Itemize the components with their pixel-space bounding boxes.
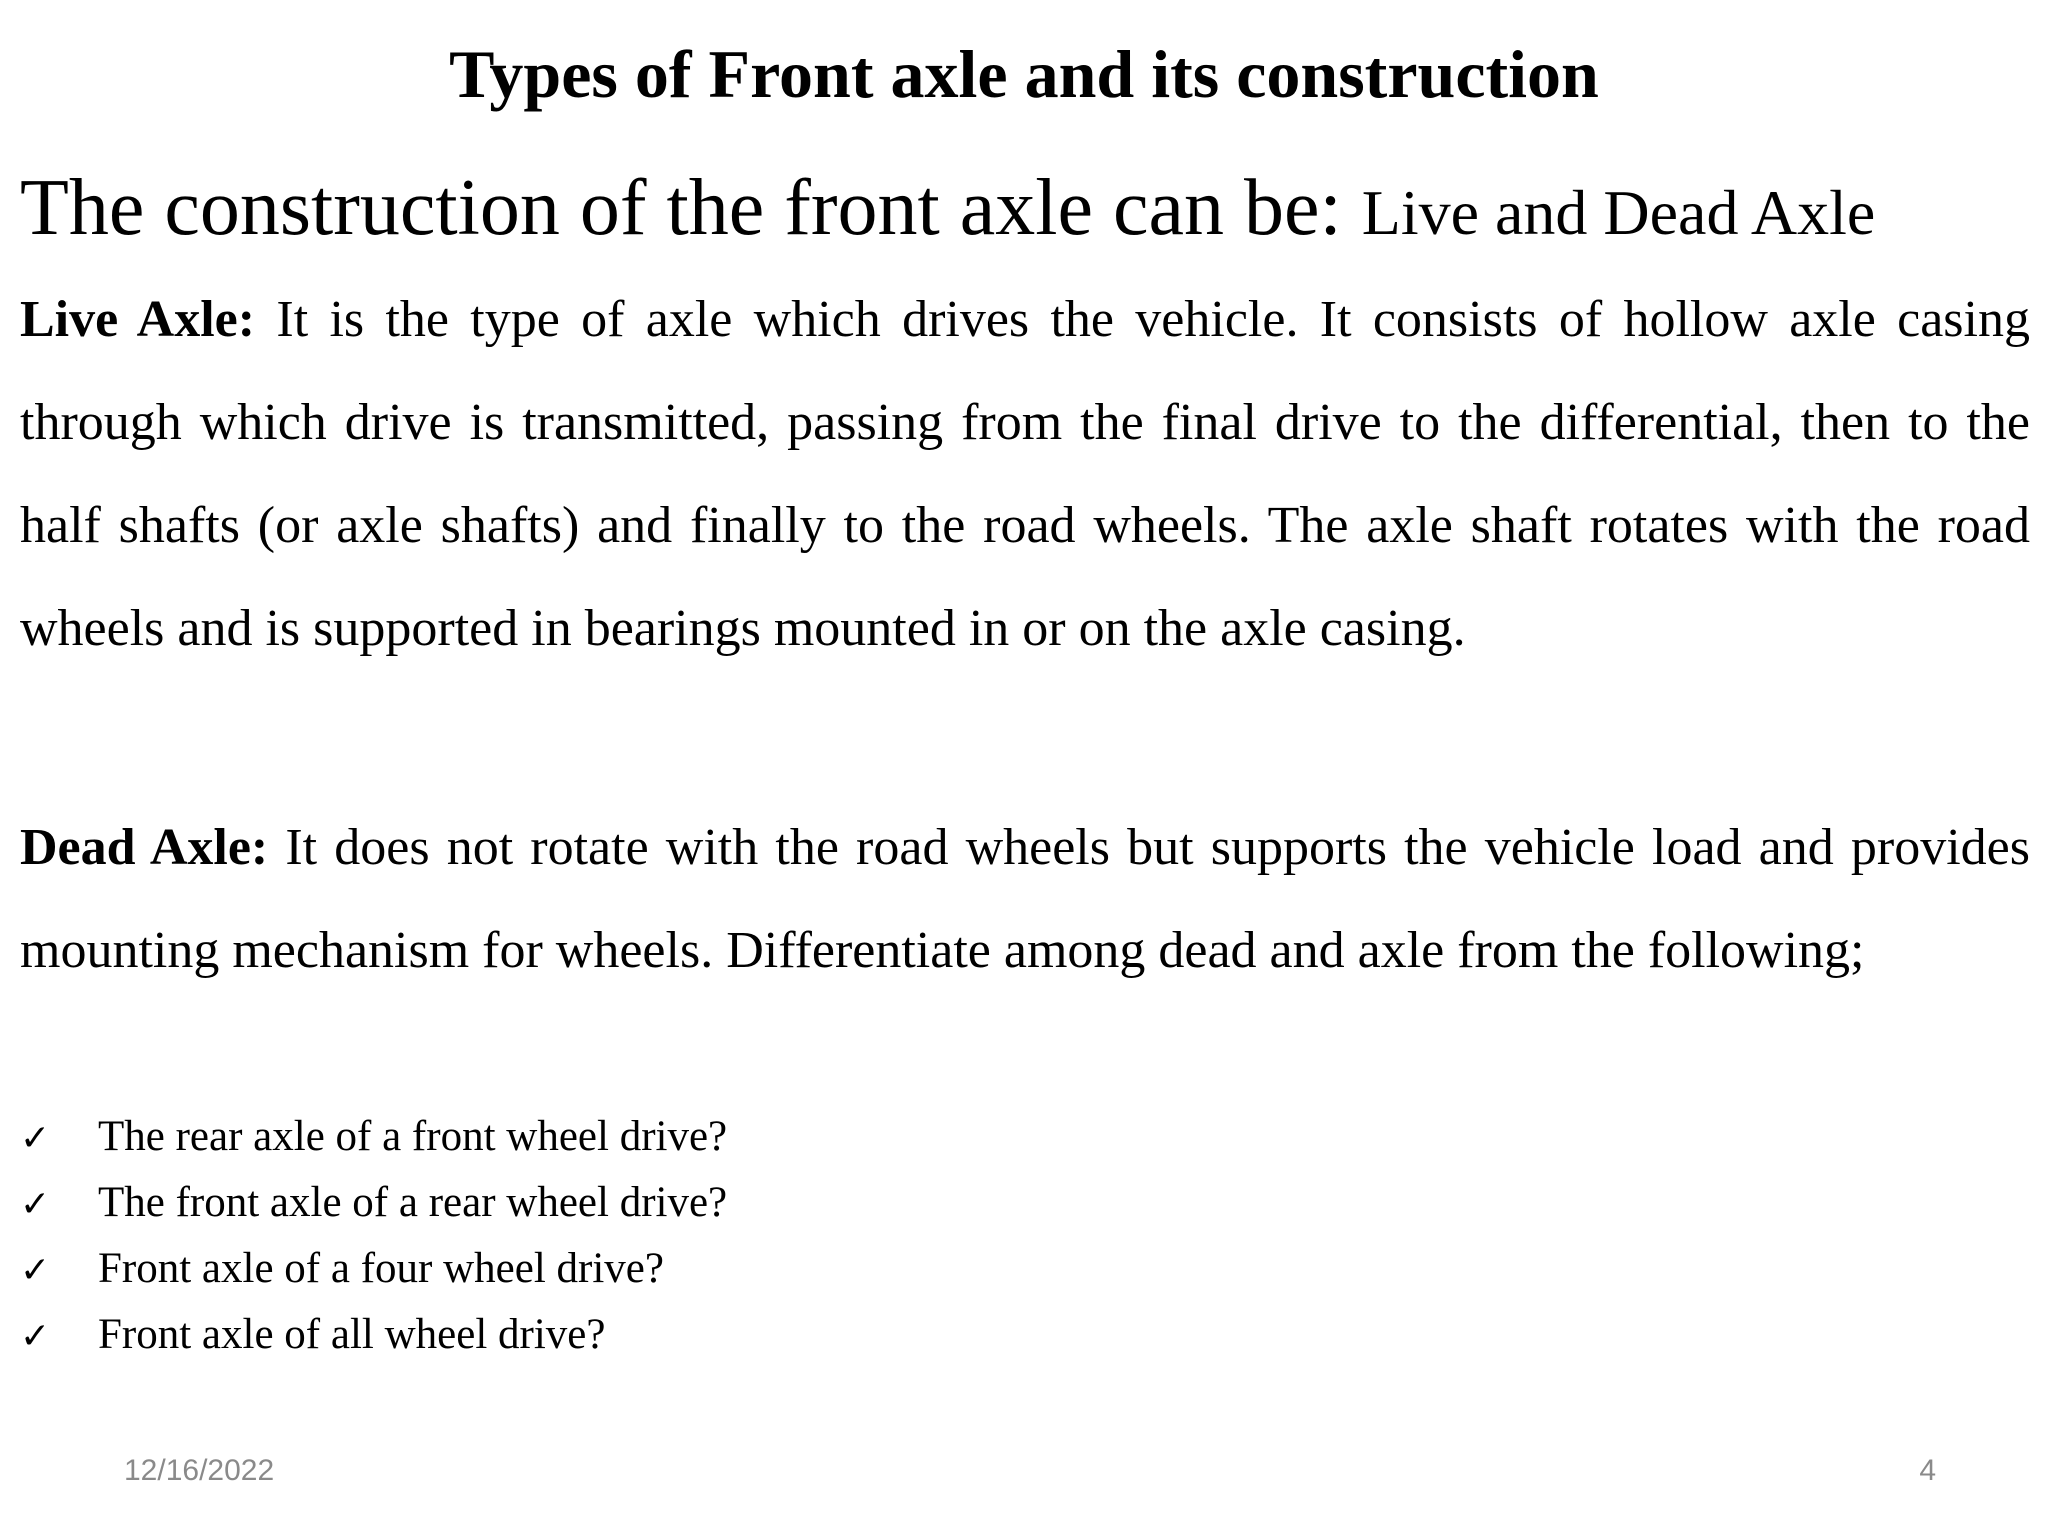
checklist-item-text: The front axle of a rear wheel drive? — [98, 1179, 728, 1226]
live-axle-text: It is the type of axle which drives the vehicle. It consists of hollow axle casing through which drive is transmitted, passing from the final drive to the differential, then to the half shafts (or axle shafts) and finally to the road wheels. The axle shaft rotates with the road wheels and is supported in bearings mounted in or on the axle casing. — [20, 291, 2030, 657]
dead-axle-term: Dead Axle: — [20, 819, 269, 876]
intro-text: The construction of the front axle can be: — [20, 164, 1362, 252]
checklist-item — [20, 1104, 1520, 1170]
dead-axle-text: It does not rotate with the road wheels but supports the vehicle load and provides mounting mechanism for wheels. Differentiate among dead and axle from the following; — [20, 819, 2030, 979]
checklist-item-text: Front axle of all wheel drive? — [98, 1311, 606, 1358]
dead-axle-paragraph — [20, 796, 2030, 1002]
live-axle-paragraph — [20, 268, 2030, 680]
question-checklist — [20, 1104, 1520, 1368]
checklist-item-text: The rear axle of a front wheel drive? — [98, 1113, 728, 1160]
check-mark-icon: ✓ — [20, 1250, 51, 1291]
check-mark-icon: ✓ — [20, 1118, 51, 1159]
checklist-item — [20, 1236, 1520, 1302]
checklist-item — [20, 1302, 1520, 1368]
checklist-item — [20, 1170, 1520, 1236]
live-axle-term: Live Axle: — [20, 291, 256, 348]
intro-line — [20, 160, 2030, 261]
intro-emphasis: Live and Dead Axle — [1361, 177, 1876, 248]
slide-title: Types of Front axle and its construction — [449, 36, 1599, 112]
checklist-item-text: Front axle of a four wheel drive? — [98, 1245, 664, 1292]
check-mark-icon: ✓ — [20, 1184, 51, 1225]
check-mark-icon: ✓ — [20, 1316, 51, 1357]
footer-date: 12/16/2022 — [124, 1454, 275, 1487]
slide-page-number: 4 — [1919, 1454, 1936, 1487]
